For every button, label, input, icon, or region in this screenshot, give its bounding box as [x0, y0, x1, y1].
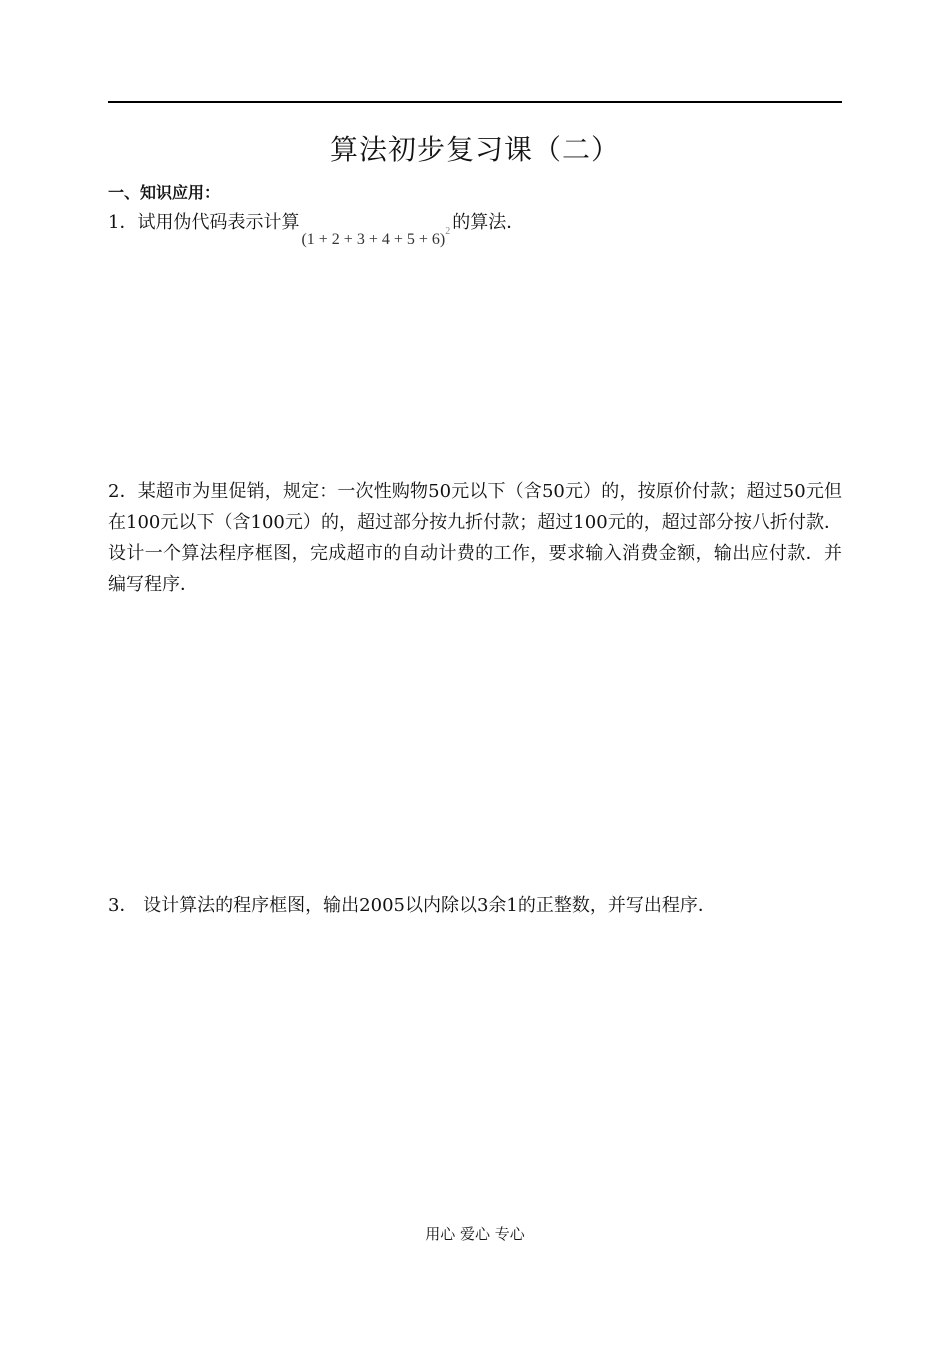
question-2: 2．某超市为里促销，规定：一次性购物50元以下（含50元）的，按原价付款；超过50元但在100元以下（含100元）的，超过部分按九折付款；超过100元的，超过部分按八折付款．设计一个算法程序框图，完成超市的自动计费的工作，要求输入消费金额，输出应付款．并编写程序． — [108, 481, 842, 595]
page-title: 算法初步复习课（二） — [329, 133, 620, 166]
question-1-formula — [301, 225, 451, 248]
question-3: 3． 设计算法的程序框图，输出2005以内除以3余1的正整数，并写出程序． — [108, 895, 716, 916]
question-1-suffix: 的算法． — [452, 212, 525, 233]
page-footer: 用心 爱心 专心 — [425, 1225, 525, 1243]
question-1 — [108, 208, 525, 248]
formula-base: (1 + 2 + 3 + 4 + 5 + 6) — [301, 231, 446, 248]
section-heading: 一、知识应用： — [108, 183, 221, 202]
question-1-prefix: 1．试用伪代码表示计算 — [108, 212, 300, 233]
formula-exponent: 2 — [445, 225, 451, 237]
header-rule — [108, 101, 842, 103]
